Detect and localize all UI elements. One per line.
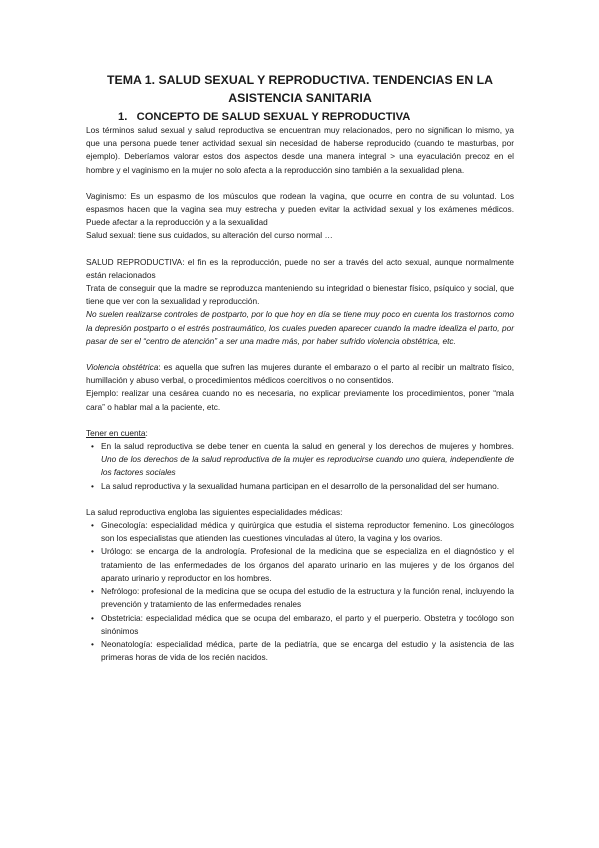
salud-reproductiva-text: : el fin es la reproducción, puede no ser a través del acto sexual, aunque normalmente están relacionados [86, 256, 514, 280]
title-line-1: TEMA 1. SALUD SEXUAL Y REPRODUCTIVA. TENDENCIAS EN LA [106, 73, 494, 87]
especialidades-list [86, 519, 514, 664]
list-item: • Urólogo: se encarga de la andrología. Profesional de la medicina que se especializa en el diagnóstico y el tratamiento de las enfermedades de los órganos del aparato urinario en las mujeres y de los órganos del aparato urinario y reproductor en los hombres. [86, 545, 514, 585]
tener-en-cuenta-label: Tener en cuenta [86, 427, 146, 438]
list-item-italic: Uno de los derechos de la salud reproductiva de la mujer es reproducirse cuando uno quiera, independiente de los factores sociales [101, 454, 514, 478]
list-item: • Obstetricia: especialidad médica que se ocupa del embarazo, el parto y el puerperio. Obstetra y tocólogo son sinónimos [86, 612, 514, 638]
violencia-paragraph [86, 361, 514, 387]
list-item: • Nefrólogo: profesional de la medicina que se ocupa del estudio de la estructura y la función renal, incluyendo la prevención y tratamiento de las enfermedades renales [86, 585, 514, 611]
document-body [86, 124, 514, 664]
salud-reproductiva-paragraph [86, 256, 514, 282]
tener-en-cuenta-list [86, 440, 514, 493]
list-item: • La salud reproductiva y la sexualidad humana participan en el desarrollo de la personalidad del ser humano. [86, 480, 514, 493]
salud-reproductiva-label: SALUD REPRODUCTIVA [86, 256, 183, 267]
engloba-paragraph: La salud reproductiva engloba las siguientes especialidades médicas: [86, 506, 343, 517]
vaginismo-paragraph: Vaginismo: Es un espasmo de los músculos que rodean la vagina, que ocurre en contra de su voluntad. Los espasmos hacen que la vagina sea muy estrecha y pueden evitar la actividad sexual y los exámenes médicos. Puede afectar a la reproducción y a la sexualidad [86, 190, 514, 228]
section-heading: 1. CONCEPTO DE SALUD SEXUAL Y REPRODUCTIVA [118, 111, 411, 123]
violencia-label: Violencia obstétrica [86, 362, 159, 373]
list-item: • En la salud reproductiva se debe tener en cuenta la salud en general y los derechos de mujeres y hombres. Uno de los derechos de la salud reproductiva de la mujer es reproducirse cuando uno quiera, independiente de los factores sociales [86, 440, 514, 480]
page-title [60, 71, 540, 107]
postparto-paragraph: No suelen realizarse controles de postparto, por lo que hoy en día se tiene muy poco en cuenta los trastornos como la depresión postparto o el estrés postraumático, los cuales pueden aparecer cuando la madre idealiza el parto, por pasar de ser el “centro de atención” a ser una madre más, por haber sufrido violencia obstétrica, etc. [86, 309, 514, 346]
trata-paragraph: Trata de conseguir que la madre se reproduzca manteniendo su integridad o bienestar físico, psíquico y social, que tiene que ver con la sexualidad y reproducción. [86, 283, 514, 307]
title-line-2: ASISTENCIA SANITARIA [228, 91, 372, 105]
tener-en-cuenta-heading: Tener en cuenta: [86, 427, 148, 438]
ejemplo-paragraph: Ejemplo: realizar una cesárea cuando no es necesaria, no explicar previamente los procedimientos, poner “mala cara” o hablar mal a la paciente, etc. [86, 388, 514, 412]
intro-paragraph: Los términos salud sexual y salud reproductiva se encuentran muy relacionados, pero no significan lo mismo, ya que una persona puede tener actividad sexual sin necesidad de haberse reproducido (cuando te masturbas, por ejemplo). Deberíamos valorar estos dos aspectos desde una manera integral > una eyaculación precoz en el hombre y el vaginismo en la mujer no solo afecta a la reproducción sino también a la sexualidad plena. [86, 125, 514, 175]
violencia-text: : es aquella que sufren las mujeres durante el embarazo o el parto al recibir un maltrato físico, humillación y abuso verbal, o procedimientos médicos coercitivos o no consentidos. [86, 362, 514, 386]
list-item: • Neonatología: especialidad médica, parte de la pediatría, que se encarga del estudio y la asistencia de las primeras horas de vida de los recién nacidos. [86, 638, 514, 664]
salud-sexual-paragraph: Salud sexual: tiene sus cuidados, su alteración del curso normal … [86, 230, 333, 241]
list-item: • Ginecología: especialidad médica y quirúrgica que estudia el sistema reproductor femenino. Los ginecólogos son los especialistas que atienden las cuestiones vinculadas al útero, la vagina y los ovarios. [86, 519, 514, 545]
